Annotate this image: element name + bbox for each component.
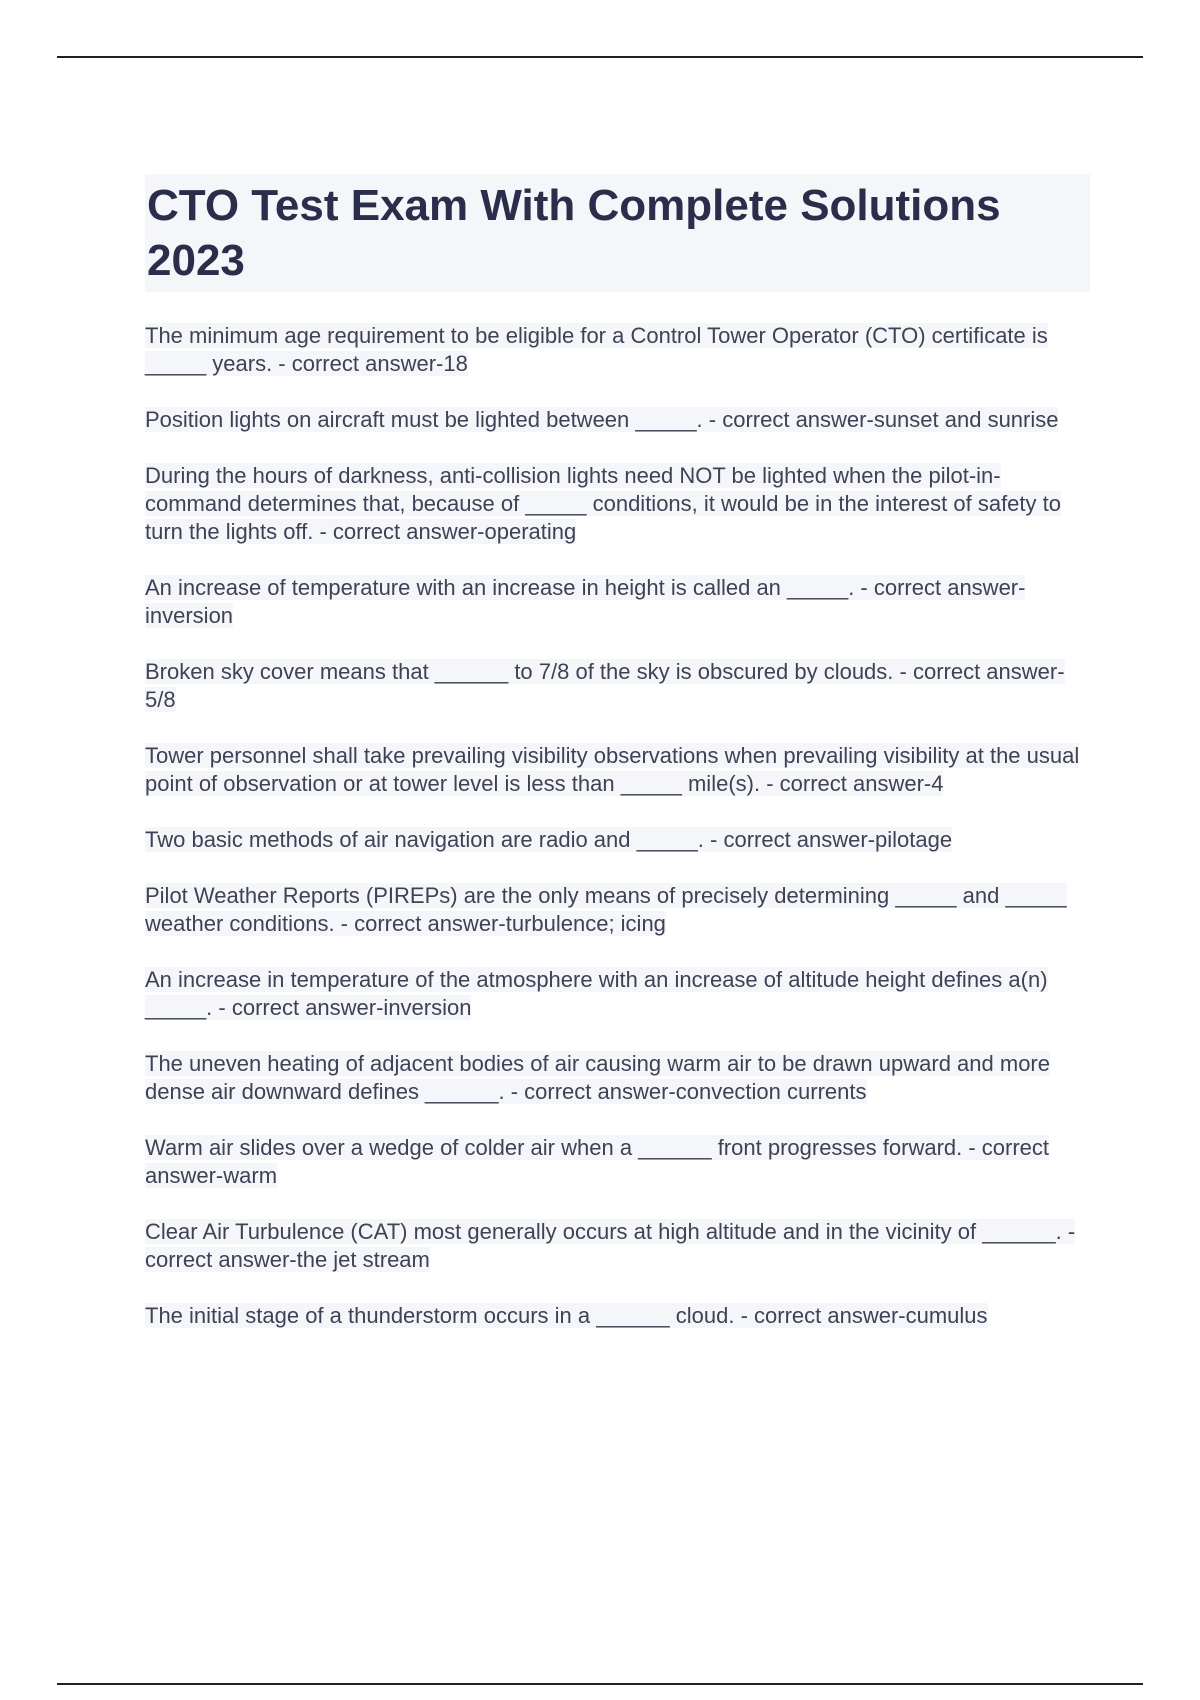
qa-item (145, 882, 1090, 938)
header-rule (57, 56, 1143, 58)
qa-text: The minimum age requirement to be eligible for a Control Tower Operator (CTO) certificate is _____ years. - correct answer-18 (145, 323, 1048, 376)
qa-item (145, 1050, 1090, 1106)
qa-text: An increase of temperature with an increase in height is called an _____. - correct answer-inversion (145, 575, 1026, 628)
qa-item (145, 658, 1090, 714)
qa-item (145, 322, 1090, 378)
qa-text: Two basic methods of air navigation are radio and _____. - correct answer-pilotage (145, 827, 953, 852)
qa-text: The initial stage of a thunderstorm occurs in a ______ cloud. - correct answer-cumulus (145, 1303, 988, 1328)
qa-item (145, 966, 1090, 1022)
qa-item (145, 1134, 1090, 1190)
qa-text: Position lights on aircraft must be lighted between _____. - correct answer-sunset and sunrise (145, 407, 1059, 432)
qa-item (145, 1302, 1090, 1330)
qa-text: An increase in temperature of the atmosphere with an increase of altitude height defines a(n) _____. - correct answer-inversion (145, 967, 1048, 1020)
qa-item (145, 742, 1090, 798)
qa-text: Warm air slides over a wedge of colder air when a ______ front progresses forward. - correct answer-warm (145, 1135, 1050, 1188)
qa-text: Tower personnel shall take prevailing visibility observations when prevailing visibility at the usual point of observation or at tower level is less than _____ mile(s). - correct answer-4 (145, 743, 1080, 796)
qa-item (145, 462, 1090, 546)
qa-text: The uneven heating of adjacent bodies of air causing warm air to be drawn upward and more dense air downward defines ______. - correct answer-convection currents (145, 1051, 1050, 1104)
document-body (145, 174, 1090, 1358)
footer-rule (57, 1683, 1143, 1685)
qa-item (145, 826, 1090, 854)
qa-text: Clear Air Turbulence (CAT) most generally occurs at high altitude and in the vicinity of ______. - correct answer-the jet stream (145, 1219, 1076, 1272)
qa-list (145, 322, 1090, 1330)
qa-item (145, 574, 1090, 630)
qa-text: Pilot Weather Reports (PIREPs) are the only means of precisely determining _____ and _____ weather conditions. - correct answer-turbulence; icing (145, 883, 1067, 936)
qa-text: Broken sky cover means that ______ to 7/8 of the sky is obscured by clouds. - correct answer-5/8 (145, 659, 1065, 712)
qa-item (145, 406, 1090, 434)
qa-text: During the hours of darkness, anti-collision lights need NOT be lighted when the pilot-in-command determines that, because of _____ conditions, it would be in the interest of safety to turn the lights off. - correct answer-operating (145, 463, 1061, 544)
document-title: CTO Test Exam With Complete Solutions 2023 (147, 181, 1001, 285)
title-block (145, 174, 1090, 292)
qa-item (145, 1218, 1090, 1274)
